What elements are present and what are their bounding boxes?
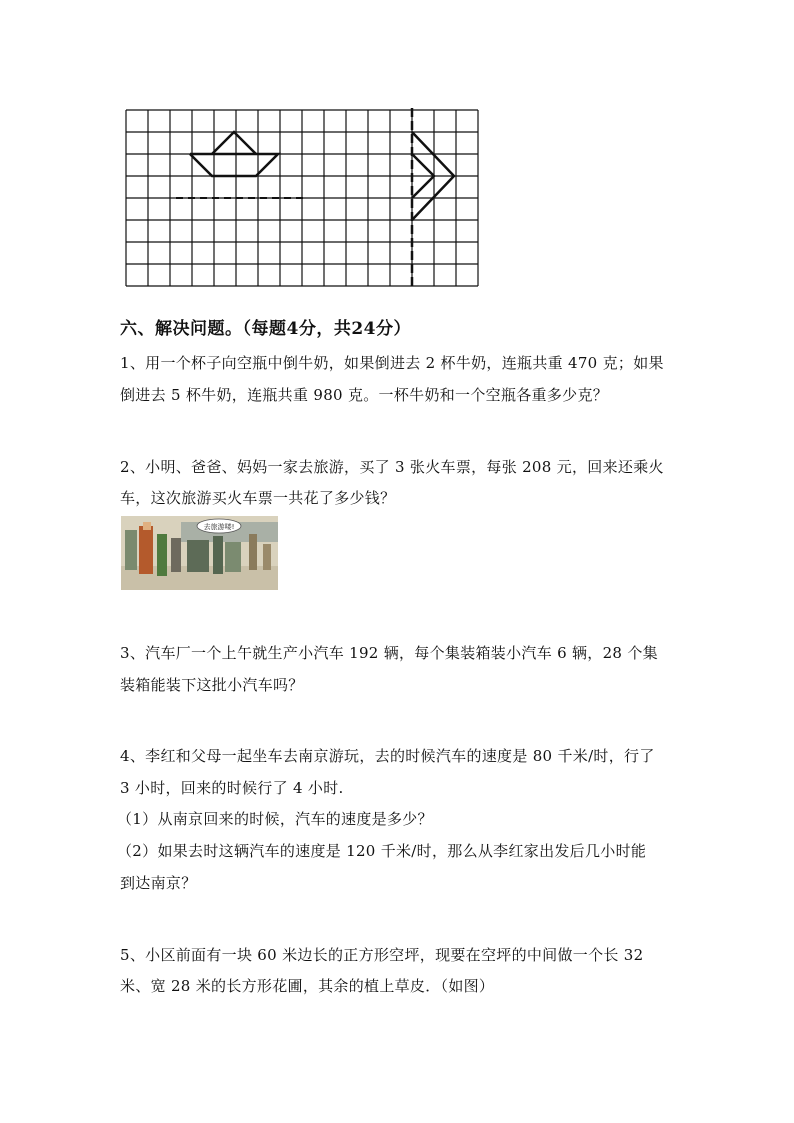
question-4-sub-2-line-2: 到达南京？ bbox=[120, 874, 197, 892]
question-4-sub-2-line-1: （2）如果去时这辆汽车的速度是 120 千米/时，那么从李红家出发后几小时能 bbox=[117, 842, 647, 860]
question-1-line-2: 倒进去 5 杯牛奶，连瓶共重 980 克。一杯牛奶和一个空瓶各重多少克？ bbox=[120, 386, 609, 404]
question-4-line-2: 3 小时，回来的时候行了 4 小时. bbox=[120, 779, 344, 797]
question-1-line-1: 1、用一个杯子向空瓶中倒牛奶，如果倒进去 2 杯牛奶，连瓶共重 470 克；如果 bbox=[120, 354, 664, 372]
question-5-line-1: 5、小区前面有一块 60 米边长的正方形空坪，现要在空坪的中间做一个长 32 bbox=[120, 946, 644, 964]
boat-shape bbox=[190, 154, 278, 176]
section-title: 六、解决问题。（每题4分，共24分） bbox=[120, 319, 411, 339]
question-2-line-1: 2、小明、爸爸、妈妈一家去旅游，买了 3 张火车票，每张 208 元，回来还乘火 bbox=[120, 458, 664, 476]
symmetry-grid-figure bbox=[124, 108, 480, 290]
question-5-line-2: 米、宽 28 米的长方形花圃，其余的植上草皮．（如图） bbox=[120, 977, 495, 995]
question-3-line-2: 装箱能装下这批小汽车吗？ bbox=[120, 676, 304, 694]
question-4-line-1: 4、李红和父母一起坐车去南京游玩，去的时候汽车的速度是 80 千米/时，行了 bbox=[120, 747, 655, 765]
question-3-line-1: 3、汽车厂一个上午就生产小汽车 192 辆，每个集装箱装小汽车 6 辆，28 个集 bbox=[120, 644, 658, 662]
question-2-line-2: 车，这次旅游买火车票一共花了多少钱？ bbox=[120, 489, 396, 507]
question-4-sub-1: （1）从南京回来的时候，汽车的速度是多少？ bbox=[117, 810, 433, 828]
speech-bubble-text: 去旅游喽! bbox=[203, 523, 235, 531]
boat-sail-shape bbox=[212, 132, 256, 154]
travel-illustration bbox=[121, 516, 278, 590]
